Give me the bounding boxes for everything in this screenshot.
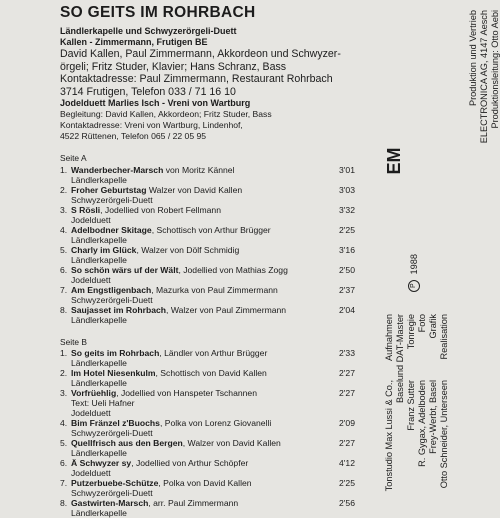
track-duration: 4'12 (339, 457, 355, 468)
track-number: 3. (60, 204, 68, 215)
track-performer: Ländlerkapelle (71, 174, 127, 185)
track-description: , Schottisch von David Kallen (155, 367, 267, 378)
track-duration: 2'37 (339, 284, 355, 295)
track-performer: Jodelduett (71, 407, 111, 418)
track-duration: 2'56 (339, 497, 355, 508)
credit-value: Tonstudio Max Lussi & Co., (384, 380, 394, 492)
track-number: 8. (60, 497, 68, 508)
track-description: , arr. Paul Zimmermann (148, 497, 239, 508)
track-title: Vorfrüehlig (71, 387, 117, 398)
track-title: So schön wärs uf der Wält (71, 264, 179, 275)
credit-label: Aufnahmen (384, 314, 394, 361)
track-text-credit: Text: Ueli Hafner (71, 397, 135, 408)
track-duration: 2'27 (339, 437, 355, 448)
credit-label: Realisation (439, 314, 449, 360)
track-number: 5. (60, 437, 68, 448)
credit-label: und DAT-Master (395, 314, 405, 381)
track-row (60, 185, 355, 205)
production-line-1: Produktion und Vertrieb (468, 10, 478, 107)
credit-label: Foto (417, 314, 427, 333)
track-number: 7. (60, 477, 68, 488)
group1-members-2: örgeli; Fritz Studer, Klavier; Hans Schranz, Bass (60, 60, 287, 73)
track-performer: Schwyzerörgeli-Duett (71, 194, 153, 205)
track-performer: Ländlerkapelle (71, 357, 127, 368)
track-duration: 2'50 (339, 264, 355, 275)
track-title: Bim Fränzel z'Buochs (71, 417, 160, 428)
track-duration: 3'01 (339, 164, 355, 175)
track-duration: 2'25 (339, 224, 355, 235)
track-number: 8. (60, 304, 68, 315)
track-description: , Jodellied von Mathias Zogg (178, 264, 288, 275)
logo-text: EM (384, 147, 404, 175)
track-title: Charly im Glück (71, 244, 137, 255)
track-title: S Rösli (71, 204, 101, 215)
track-description: Walzer von David Kallen (146, 184, 243, 195)
track-number: 4. (60, 417, 68, 428)
track-performer: Jodelduett (71, 467, 111, 478)
track-title: Adelbodner Skitage (71, 224, 152, 235)
track-duration: 2'33 (339, 347, 355, 358)
track-row (60, 165, 355, 185)
tracklist-panel (60, 4, 355, 518)
production-line-3: Produktionsleitung: Otto Aebi (490, 10, 500, 129)
credit-value: Otto Schneider, Unterseen (439, 380, 449, 489)
track-row (60, 348, 355, 368)
header-group1 (60, 26, 355, 98)
production-line-2: ELECTRONICA AG, 4147 Aesch (479, 10, 489, 144)
track-duration: 2'27 (339, 367, 355, 378)
track-row (60, 418, 355, 438)
track-title: Froher Geburtstag (71, 184, 147, 195)
track-row (60, 458, 355, 478)
group1-contact-1: Kontaktadresse: Paul Zimmermann, Restaurant Rohrbach (60, 73, 333, 86)
track-title: Saujasset im Rohrbach (71, 304, 167, 315)
track-description: , Walzer von Paul Zimmermann (166, 304, 287, 315)
track-number: 6. (60, 457, 68, 468)
track-performer: Ländlerkapelle (71, 254, 127, 265)
group1-sub: Kallen - Zimmermann, Frutigen BE (60, 37, 208, 47)
track-performer: Ländlerkapelle (71, 234, 127, 245)
copyright (408, 254, 420, 292)
track-number: 2. (60, 184, 68, 195)
track-number: 6. (60, 264, 68, 275)
side-b-tracklist (60, 348, 355, 518)
track-duration: 2'25 (339, 477, 355, 488)
track-description: , Polka von David Kallen (158, 477, 252, 488)
credit-label: Tonregie (406, 314, 416, 350)
track-description: von Moritz Kännel (163, 164, 235, 175)
track-description: , Jodellied von Robert Fellmann (100, 204, 221, 215)
track-row (60, 225, 355, 245)
track-performer: Jodelduett (71, 274, 111, 285)
track-row (60, 368, 355, 388)
track-row (60, 205, 355, 225)
track-title: Gastwirten-Marsch (71, 497, 149, 508)
track-description: , Walzer von David Kallen (182, 437, 281, 448)
side-b-label: Seite B (60, 336, 88, 347)
track-row (60, 285, 355, 305)
track-number: 1. (60, 347, 68, 358)
credit-value: R. Gygax, Adelboden (417, 380, 427, 467)
track-row (60, 265, 355, 285)
track-title: Putzerbuebe-Schütze (71, 477, 159, 488)
track-row (60, 388, 355, 418)
credit-value: Franz Sutter (406, 380, 416, 431)
track-performer: Schwyzerörgeli-Duett (71, 487, 153, 498)
group1-name: Ländlerkapelle und Schwyzerörgeli-Duett (60, 26, 237, 36)
group1-contact-2: 3714 Frutigen, Telefon 033 / 71 16 10 (60, 85, 236, 98)
track-number: 4. (60, 224, 68, 235)
track-row (60, 498, 355, 518)
track-performer: Ländlerkapelle (71, 507, 127, 518)
track-duration: 2'09 (339, 417, 355, 428)
credit-value: Frey-Werbt, Basel (428, 380, 438, 454)
track-performer: Ländlerkapelle (71, 314, 127, 325)
track-description: , Ländler von Arthur Brügger (159, 347, 268, 358)
header-group2 (60, 98, 355, 141)
track-title: Ä Schwyzer sy (71, 457, 132, 468)
side-a-tracklist (60, 165, 355, 325)
year: 1988 (409, 254, 419, 275)
track-performer: Ländlerkapelle (71, 447, 127, 458)
credit-label: Grafik (428, 314, 438, 339)
track-performer: Schwyzerörgeli-Duett (71, 294, 153, 305)
track-performer: Jodelduett (71, 214, 111, 225)
track-description: , Jodellied von Hanspeter Tschannen (116, 387, 257, 398)
track-number: 2. (60, 367, 68, 378)
track-title: So geits im Rohrbach (71, 347, 160, 358)
track-description: , Polka von Lorenz Giovanelli (159, 417, 272, 428)
track-row (60, 305, 355, 325)
track-description: , Schottisch von Arthur Brügger (151, 224, 271, 235)
group2-name: Jodelduett Marlies Isch - Vreni von Wartburg (60, 98, 251, 109)
track-duration: 2'27 (339, 387, 355, 398)
track-duration: 3'32 (339, 204, 355, 215)
em-logo-icon (384, 140, 406, 182)
track-number: 7. (60, 284, 68, 295)
track-number: 5. (60, 244, 68, 255)
track-title: Wanderbecher-Marsch (71, 164, 164, 175)
group2-accomp: Begleitung: David Kallen, Akkordeon; Fritz Studer, Bass (60, 109, 272, 120)
track-description: , Mazurka von Paul Zimmermann (151, 284, 278, 295)
phonogram-symbol: P (408, 280, 420, 292)
track-duration: 3'16 (339, 244, 355, 255)
credit-value: Basel (395, 380, 405, 403)
track-description: , Jodellied von Arthur Schöpfer (131, 457, 249, 468)
side-a-label: Seite A (60, 153, 87, 164)
album-title: SO GEITS IM ROHRBACH (60, 4, 256, 21)
track-description: , Walzer von Dölf Schmidig (136, 244, 240, 255)
track-row (60, 438, 355, 458)
track-performer: Ländlerkapelle (71, 377, 127, 388)
group2-contact-2: 4522 Rüttenen, Telefon 065 / 22 05 95 (60, 130, 207, 141)
track-performer: Schwyzerörgeli-Duett (71, 427, 153, 438)
track-title: Am Engstligenbach (71, 284, 152, 295)
group1-members-1: David Kallen, Paul Zimmermann, Akkordeon und Schwyzer- (60, 48, 341, 60)
track-number: 3. (60, 387, 68, 398)
track-duration: 3'03 (339, 184, 355, 195)
track-number: 1. (60, 164, 68, 175)
track-duration: 2'04 (339, 304, 355, 315)
track-title: Quellfrisch aus den Bergen (71, 437, 183, 448)
group2-contact-1: Kontaktadresse: Vreni von Wartburg, Lindenhof, (60, 119, 243, 130)
track-title: Im Hotel Niesenkulm (71, 367, 156, 378)
track-row (60, 245, 355, 265)
track-row (60, 478, 355, 498)
